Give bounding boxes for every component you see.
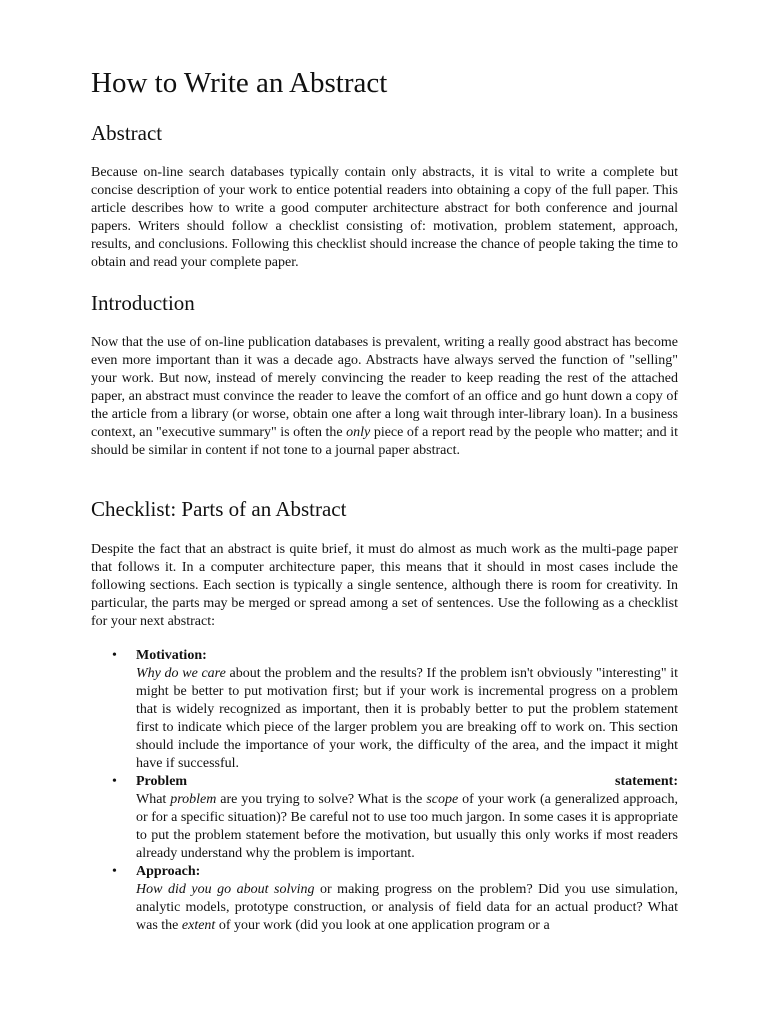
introduction-text-1: Now that the use of on-line publication databases is prevalent, writing a really good abstract has become even more important than it was a decade ago. Abstracts have always served the function of "selling" your work. But now, instead of merely convincing the reader to keep reading the rest of the attached paper, an abstract must convince the reader to leave the comfort of an office and go hunt down a copy of the article from a library (or worse, obtain one after a long wait through inter-library loan). In a business context, an "executive summary" is often the [91,335,678,440]
bullet-icon: • [112,774,117,789]
introduction-paragraph [91,334,678,460]
problem-text-2: are you trying to solve? What is the [216,792,427,807]
introduction-text-2: piece of a report read by the people who matter; and it should be similar in content if not tone to a journal paper abstract. [91,425,679,458]
introduction-emphasis: only [346,425,371,440]
list-item-approach [112,863,678,935]
approach-emphasis-1: How did you go about solving [136,882,315,897]
checklist-heading: Checklist: Parts of an Abstract [91,497,347,521]
problem-emphasis-2: scope [426,792,459,807]
problem-label-part-1: Problem [136,774,188,789]
motivation-body: about the problem and the results? If the problem isn't obviously "interesting" it might be better to put motivation first; but if your work is incremental progress on a problem that is widely recognized as important, then it is probably better to put the problem statement first to indicate which piece of the larger problem you are breaking off to work on. This section should include the importance of your work, the difficulty of the area, and the impact it might have if successful. [136,666,678,771]
abstract-heading: Abstract [91,121,163,145]
abstract-paragraph: Because on-line search databases typically contain only abstracts, it is vital to write a complete but concise description of your work to entice potential readers into obtaining a copy of the full paper. This article describes how to write a good computer architecture abstract for both conference and journal papers. Writers should follow a checklist consisting of: motivation, problem statement, approach, results, and conclusions. Following this checklist should increase the chance of people taking the time to obtain and read your complete paper. [91,165,678,270]
problem-text-3: of your work (a generalized approach, or for a specific situation)? Be careful not to use too much jargon. In some cases it is appropriate to put the problem statement before the motivation, but usually this only works if most readers already understand why the problem is important. [136,792,678,861]
approach-emphasis-2: extent [181,918,216,933]
approach-text [136,881,678,935]
list-item-problem-statement [112,773,678,863]
motivation-text [136,665,678,773]
approach-text-2: of your work (did you look at one application program or a [215,918,550,933]
problem-text-1: What [136,792,171,807]
motivation-label: Motivation: [136,648,207,663]
checklist-list [112,647,678,935]
problem-label-part-2: statement: [615,774,678,789]
bullet-icon: • [112,648,117,663]
page-title: How to Write an Abstract [91,67,388,99]
introduction-heading: Introduction [91,291,195,315]
problem-statement-text [136,791,678,863]
problem-statement-label [136,773,678,791]
approach-text-1: or making progress on the problem? Did you use simulation, analytic models, prototype construction, or analysis of field data for an actual product? What was the [136,882,678,933]
bullet-icon: • [112,864,117,879]
list-item-motivation [112,647,678,773]
problem-emphasis-1: problem [170,792,217,807]
motivation-emphasis: Why do we care [136,666,226,681]
checklist-intro-paragraph: Despite the fact that an abstract is quite brief, it must do almost as much work as the multi-page paper that follows it. In a computer architecture paper, this means that it should in most cases include the following sections. Each section is typically a single sentence, although there is room for creativity. In particular, the parts may be merged or spread among a set of sentences. Use the following as a checklist for your next abstract: [91,542,678,629]
approach-label: Approach: [136,864,201,879]
